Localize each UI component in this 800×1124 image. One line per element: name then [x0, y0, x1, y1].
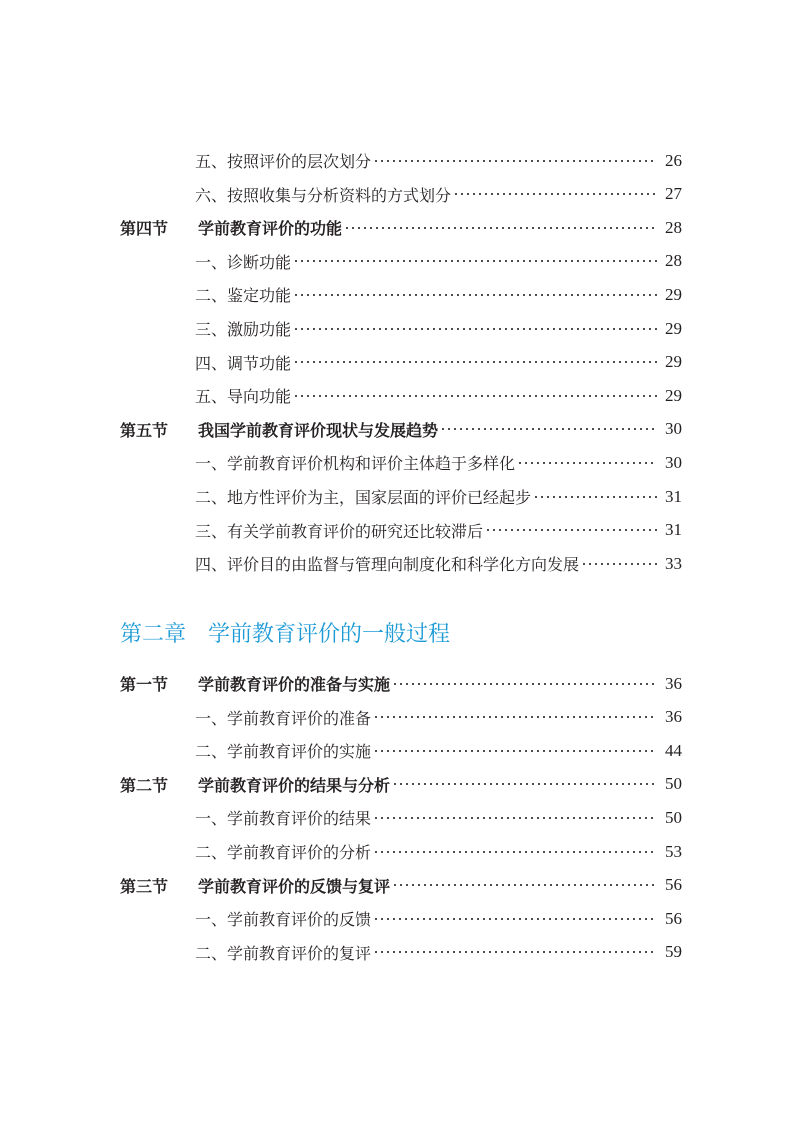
section-number: 第五节: [120, 420, 169, 440]
page-number: 56: [665, 908, 682, 928]
toc-subsection-entry[interactable]: [195, 178, 682, 211]
page-number: 50: [665, 774, 682, 794]
toc-section-entry[interactable]: [120, 869, 682, 902]
chapter-number: 第二章: [120, 621, 187, 647]
dot-leader: [373, 716, 657, 718]
toc-subsection-entry[interactable]: [195, 936, 682, 969]
page-number: 31: [665, 486, 682, 506]
section-number: 第三节: [120, 876, 169, 896]
dot-leader: [392, 683, 657, 685]
toc-subsection-entry[interactable]: [195, 446, 682, 479]
page-number: 56: [665, 875, 682, 895]
toc-subsection-entry[interactable]: [195, 547, 682, 580]
toc-subsection-entry[interactable]: [195, 514, 682, 547]
toc-subsection-entry[interactable]: [195, 902, 682, 935]
toc-section-entry[interactable]: [120, 413, 682, 446]
toc-section-entry[interactable]: [120, 667, 682, 700]
dot-leader: [293, 395, 657, 397]
entry-title: 三、激励功能: [195, 320, 292, 339]
entry-title: 一、学前教育评价的反馈: [195, 910, 372, 930]
page-number: 33: [665, 553, 682, 573]
entry-title: 四、调节功能: [195, 353, 292, 373]
toc-subsection-entry[interactable]: [195, 480, 682, 513]
section-number: 第四节: [120, 219, 169, 239]
chapter-heading[interactable]: [120, 612, 450, 652]
page-number: 36: [665, 673, 682, 693]
dot-leader: [373, 750, 657, 752]
toc-subsection-entry[interactable]: [195, 312, 682, 345]
dot-leader: [485, 529, 657, 531]
dot-leader: [293, 260, 657, 262]
page-number: 29: [665, 284, 682, 304]
section-number: 第二节: [120, 775, 169, 795]
toc-section-entry[interactable]: [120, 768, 682, 801]
page-number: 28: [665, 251, 682, 271]
toc-subsection-entry[interactable]: [195, 801, 682, 834]
entry-title: 六、按照收集与分析资料的方式划分: [195, 185, 452, 205]
entry-title: 二、鉴定功能: [195, 286, 292, 306]
entry-title: 学前教育评价的准备与实施: [198, 675, 391, 694]
dot-leader: [533, 496, 657, 498]
entry-title: 学前教育评价的功能: [198, 219, 343, 239]
page-number: 53: [665, 841, 682, 861]
toc-subsection-entry[interactable]: [195, 734, 682, 767]
dot-leader: [392, 783, 657, 785]
dot-leader: [581, 563, 657, 565]
dot-leader: [440, 428, 657, 430]
page-number: 29: [665, 318, 682, 338]
toc-subsection-entry[interactable]: [195, 245, 682, 278]
chapter-title: 学前教育评价的一般过程: [208, 621, 451, 647]
dot-leader: [373, 918, 657, 920]
page-number: 27: [665, 184, 682, 204]
page-number: 36: [665, 707, 682, 727]
page-number: 29: [665, 385, 682, 405]
page-number: 29: [665, 352, 682, 372]
entry-title: 一、学前教育评价的准备: [195, 708, 372, 728]
entry-title: 二、地方性评价为主，国家层面的评价已经起步: [195, 488, 532, 507]
entry-title: 学前教育评价的结果与分析: [198, 775, 391, 795]
entry-title: 二、学前教育评价的实施: [195, 742, 372, 762]
dot-leader: [293, 361, 657, 363]
page-number: 26: [665, 150, 682, 170]
dot-leader: [293, 328, 657, 330]
entry-title: 一、诊断功能: [195, 252, 292, 272]
toc-subsection-entry[interactable]: [195, 278, 682, 311]
entry-title: 一、学前教育评价的结果: [195, 809, 372, 829]
section-number: 第一节: [120, 675, 169, 694]
toc-subsection-entry[interactable]: [195, 144, 682, 177]
dot-leader: [453, 193, 657, 195]
page-number: 31: [665, 520, 682, 540]
entry-title: 我国学前教育评价现状与发展趋势: [198, 420, 439, 440]
page-number: 50: [665, 807, 682, 827]
entry-title: 学前教育评价的反馈与复评: [198, 876, 391, 896]
dot-leader: [517, 462, 657, 464]
dot-leader: [392, 884, 657, 886]
toc-subsection-entry[interactable]: [195, 379, 682, 412]
dot-leader: [344, 227, 657, 229]
toc-subsection-entry[interactable]: [195, 835, 682, 868]
page-number: 59: [665, 942, 682, 962]
dot-leader: [373, 160, 657, 162]
entry-title: 四、评价目的由监督与管理向制度化和科学化方向发展: [195, 555, 580, 575]
page-number: 28: [665, 217, 682, 237]
toc-subsection-entry[interactable]: [195, 346, 682, 379]
entry-title: 二、学前教育评价的复评: [195, 943, 372, 963]
page-number: 30: [665, 452, 682, 472]
toc-subsection-entry[interactable]: [195, 701, 682, 734]
dot-leader: [373, 951, 657, 953]
dot-leader: [373, 817, 657, 819]
entry-title: 一、学前教育评价机构和评价主体趋于多样化: [195, 454, 516, 474]
page-number: 30: [665, 419, 682, 439]
entry-title: 五、按照评价的层次划分: [195, 152, 372, 171]
entry-title: 三、有关学前教育评价的研究还比较滞后: [195, 521, 484, 541]
dot-leader: [373, 851, 657, 853]
toc-section-entry[interactable]: [120, 211, 682, 244]
entry-title: 二、学前教育评价的分析: [195, 843, 372, 862]
page-number: 44: [665, 740, 682, 760]
entry-title: 五、导向功能: [195, 387, 292, 407]
dot-leader: [293, 294, 657, 296]
